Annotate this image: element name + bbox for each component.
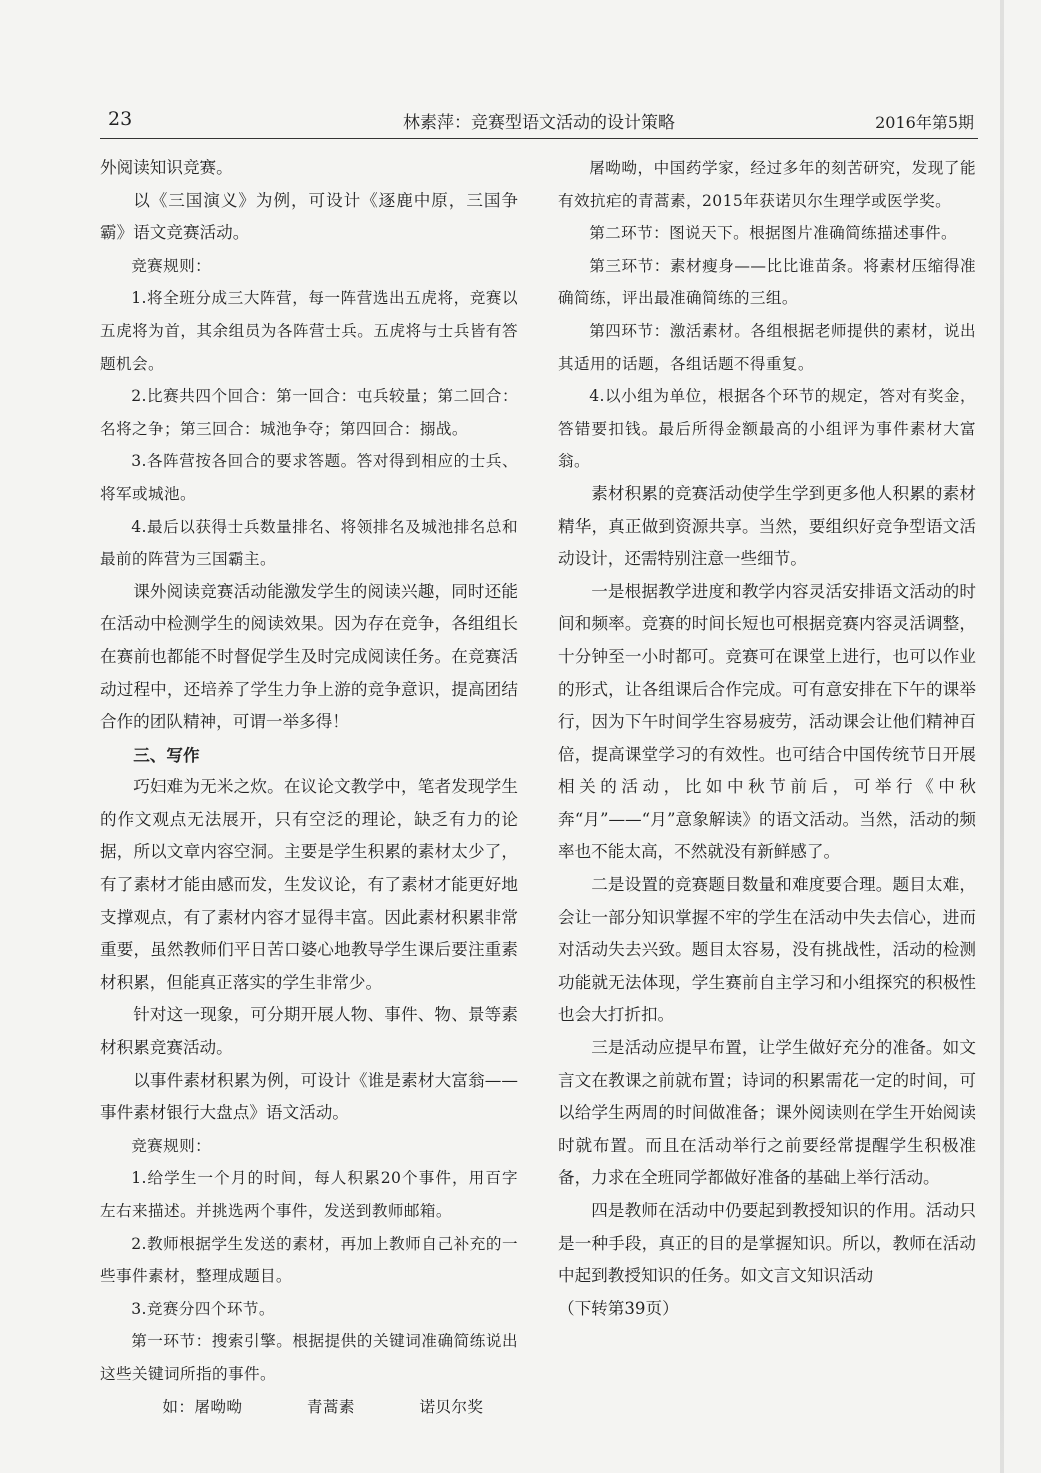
paragraph: 以事件素材积累为例，可设计《谁是素材大富翁——事件素材银行大盘点》语文活动。 [100, 1070, 518, 1123]
paragraph: 素材积累的竞赛活动使学生学到更多他人积累的素材精华，真正做到资源共享。当然，要组织好竞争型语文活动设计，还需特别注意一些细节。 [558, 483, 976, 569]
right-column [558, 152, 976, 1325]
paragraph: 四是教师在活动中仍要起到教授知识的作用。活动只是一种手段，真正的目的是掌握知识。所以，教师在活动中起到教授知识的任务。如文言文知识活动 [558, 1201, 976, 1286]
rule-item: 2.教师根据学生发送的素材，再加上教师自己补充的一些事件素材，整理成题目。 [100, 1234, 518, 1286]
rule-item: 1.将全班分成三大阵营，每一阵营选出五虎将，竞赛以五虎将为首，其余组员为各阵营士兵。五虎将与士兵皆有答题机会。 [100, 289, 518, 373]
paragraph: 三是活动应提早布置，让学生做好充分的准备。如文言文在教课之前就布置；诗词的积累需花一定的时间，可以给学生两周的时间做准备；课外阅读则在学生开始阅读时就布置。而且在活动举行之前要经常提醒学生积极准备，力求在全班同学都做好准备的基础上举行活动。 [558, 1038, 976, 1188]
paragraph: 课外阅读竞赛活动能激发学生的阅读兴趣，同时还能在活动中检测学生的阅读效果。因为存在竞争，各组组长在赛前也都能不时督促学生及时完成阅读任务。在竞赛活动过程中，还培养了学生力争上游的竞争意识，提高团结合作的团队精神，可谓一举多得！ [100, 581, 518, 732]
rule-item: 3.竞赛分四个环节。 [131, 1299, 275, 1318]
example-item: 青蒿素 [306, 1397, 355, 1416]
running-title: 林素萍：竞赛型语文活动的设计策略 [403, 113, 675, 133]
scan-edge [1000, 0, 1004, 1473]
rule-item: 第二环节：图说天下。根据图片准确简练描述事件。 [589, 224, 958, 243]
paragraph: 一是根据教学进度和教学内容灵活安排语文活动的时间和频率。竞赛的时间长短也可根据竞赛内容灵活调整，十分钟至一小时都可。竞赛可在课堂上进行，也可以作业的形式，让各组课后合作完成。可有意安排在下午的课举行，因为下午时间学生容易疲劳，活动课会让他们精神百倍，提高课堂学习的有效性。也可结合中国传统节日开展相关的活动，比如中秋节前后，可举行《中秋奔“月”——“月”意象解读》的语文活动。当然，活动的频率也不能太高，不然就没有新鲜感了。 [558, 581, 976, 862]
rule-item: 4.最后以获得士兵数量排名、将领排名及城池排名总和最前的阵营为三国霸主。 [100, 517, 518, 569]
example-item: 诺贝尔奖 [419, 1397, 484, 1416]
page-number: 23 [108, 108, 133, 130]
example-item: 如：屠呦呦 [162, 1397, 243, 1416]
paragraph: 巧妇难为无米之炊。在议论文教学中，笔者发现学生的作文观点无法展开，只有空泛的理论，缺乏有力的论据，所以文章内容空洞。主要是学生积累的素材太少了，有了素材才能由感而发，生发议论，有了素材才能更好地支撑观点，有了素材内容才显得丰富。因此素材积累非常重要，虽然教师们平日苦口婆心地教导学生课后要注重素材积累，但能真正落实的学生非常少。 [100, 777, 518, 992]
issue-label: 2016年第5期 [875, 113, 974, 132]
section-heading: 三、写作 [133, 744, 200, 765]
paragraph: 屠呦呦，中国药学家，经过多年的刻苦研究，发现了能有效抗疟的青蒿素，2015年获诺贝尔生理学或医学奖。 [558, 159, 976, 210]
rule-item: 第四环节：激活素材。各组根据老师提供的素材，说出其适用的话题，各组话题不得重复。 [558, 321, 976, 373]
rule-item: 4.以小组为单位，根据各个环节的规定，答对有奖金，答错要扣钱。最后所得金额最高的小组评为事件素材大富翁。 [558, 387, 976, 471]
left-column [100, 152, 518, 1423]
rule-item: 3.各阵营按各回合的要求答题。答对得到相应的士兵、将军或城池。 [100, 452, 518, 503]
continued-note: （下转第39页） [558, 1298, 679, 1318]
rules-label: 竞赛规则： [131, 256, 212, 275]
paragraph: 以《三国演义》为例，可设计《逐鹿中原，三国争霸》语文竞赛活动。 [100, 190, 518, 243]
rule-item: 2.比赛共四个回合：第一回合：屯兵较量；第二回合：名将之争；第三回合：城池争夺；第四回合：搦战。 [100, 387, 518, 438]
rule-item: 第一环节：搜索引擎。根据提供的关键词准确简练说出这些关键词所指的事件。 [100, 1332, 518, 1383]
page-header [100, 102, 978, 139]
rule-item: 第三环节：素材瘦身——比比谁苗条。将素材压缩得准确简练，评出最准确简练的三组。 [558, 256, 976, 308]
paragraph: 外阅读知识竞赛。 [100, 158, 233, 177]
rule-item: 1.给学生一个月的时间，每人积累20个事件，用百字左右来描述。并挑选两个事件，发送到教师邮箱。 [100, 1169, 518, 1220]
paragraph: 二是设置的竞赛题目数量和难度要合理。题目太难，会让一部分知识掌握不牢的学生在活动中失去信心，进而对活动失去兴致。题目太容易，没有挑战性，活动的检测功能就无法体现，学生赛前自主学习和小组探究的积极性也会大打折扣。 [558, 875, 976, 1025]
paragraph: 针对这一现象，可分期开展人物、事件、物、景等素材积累竞赛活动。 [100, 1005, 518, 1058]
rules-label: 竞赛规则： [131, 1136, 212, 1155]
example-line [100, 1391, 518, 1424]
